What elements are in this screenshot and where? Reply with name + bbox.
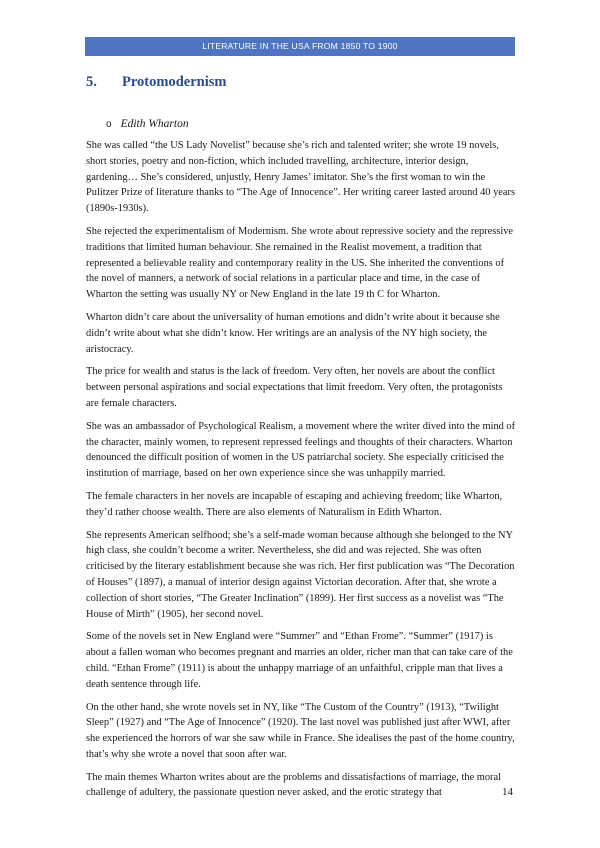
paragraph: The female characters in her novels are incapable of escaping and achieving freedom; like Wharton, they’d rather choose wealth. There are also elements of Naturalism in Edith Wharton. xyxy=(86,490,503,518)
paragraph: The price for wealth and status is the lack of freedom. Very often, her novels are about the conflict between personal aspirations and social expectations that limit freedom. Very often, the protagonists are female characters. xyxy=(86,366,503,409)
paragraph: She was called “the US Lady Novelist” because she’s rich and talented writer; she wrote 19 novels, short stories, poetry and non-fiction, which included travelling, architecture, interior design, gardening… She’s considered, unjustly, Henry James’ imitator. She’s the first woman to win the Pulitzer Prize of literature thanks to “The Age of Innocence”. Her writing career lasted around 40 years (1890s-1930s). xyxy=(86,140,516,215)
section-title: Protomodernism xyxy=(122,74,227,90)
page-number: 14 xyxy=(502,786,513,798)
subheading xyxy=(106,118,189,130)
bullet-marker: o xyxy=(106,119,112,130)
paragraph: On the other hand, she wrote novels set in NY, like “The Custom of the Country” (1913), “Twilight Sleep” (1927) and “The Age of Innocence” (1920). The last novel was published just after WWI, after she experienced the horrors of war she saw while in France. She idealises the past of the home country, that’s why she wrote a novel that soon after war. xyxy=(86,701,515,760)
paragraph: She represents American selfhood; she’s a self-made woman because although she belonged to the NY high class, she couldn’t become a writer. Nevertheless, she did and was rejected. She was often criticised by the literary establishment because she was rich. Her first publication was “The Decoration of Houses” (1897), a manual of interior design against Victorian decoration. After that, she wrote a collection of short stories, “The Greater Inclination” (1899). Her first success as a novelist was “The House of Mirth” (1905), her second novel. xyxy=(86,529,515,620)
subheading-text: Edith Wharton xyxy=(120,118,189,130)
section-number: 5. xyxy=(86,74,97,90)
paragraph: She was an ambassador of Psychological Realism, a movement where the writer dived into the mind of the character, mainly women, to represent repressed feelings and thoughts of their characters. Wharton denounced the difficult position of women in the US patriarchal society. She especially criticised the institution of marriage, based on her own experience since she was unhappily married. xyxy=(86,420,516,480)
paragraph: Wharton didn’t care about the universality of human emotions and didn’t write about it because she didn’t write about what she didn’t know. Her writings are an analysis of the NY high society, the aristocracy. xyxy=(86,311,500,355)
paragraph: Some of the novels set in New England were “Summer” and “Ethan Frome”. “Summer” (1917) is about a fallen woman who becomes pregnant and marries an older, richer man that can take care of the child. “Ethan Frome” (1911) is about the unhappy marriage of an unfaithful, cripple man that lives a death sentence through life. xyxy=(86,631,513,690)
paragraph: The main themes Wharton writes about are the problems and dissatisfactions of marriage, the moral challenge of adultery, the passionate question never asked, and the erotic strategy that xyxy=(86,771,502,799)
body-text xyxy=(86,138,516,808)
running-header: LITERATURE IN THE USA FROM 1850 TO 1900 xyxy=(85,37,515,56)
paragraph: She rejected the experimentalism of Modernism. She wrote about repressive society and the repressive traditions that limited human behaviour. She remained in the Realist movement, a tradition that represented a believable reality and contemporary reality in the US. She inherited the conventions of the novel of manners, a network of social relations in a particular place and time, in the case of Wharton the setting was usually NY or New England in the late 19 th C for Wharton. xyxy=(86,225,514,301)
section-heading xyxy=(86,74,226,91)
